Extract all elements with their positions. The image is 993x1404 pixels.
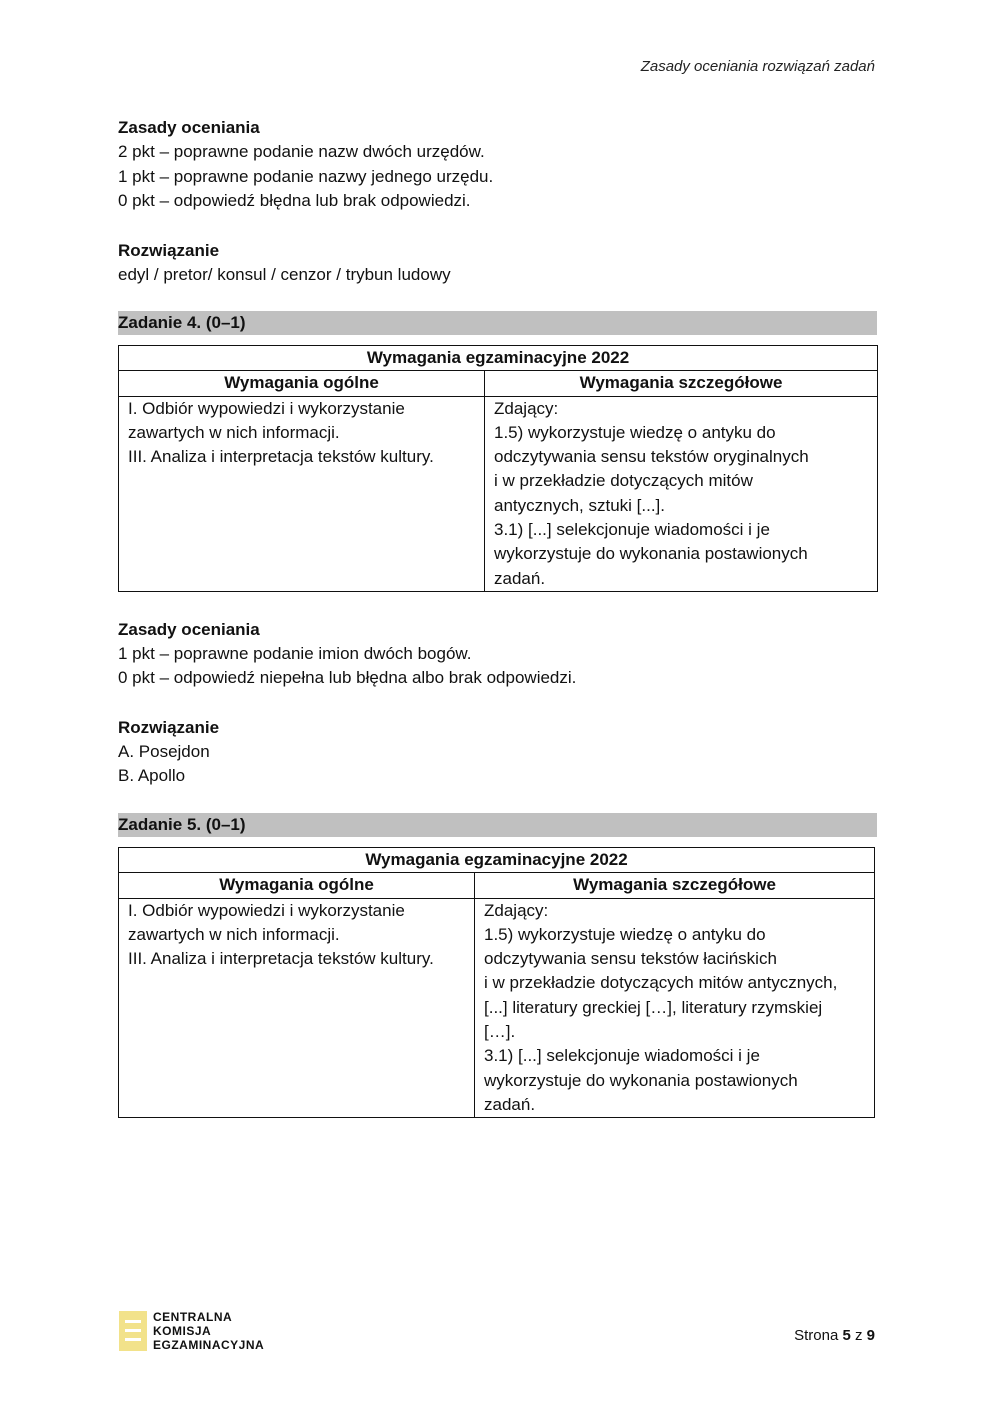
scoring-line: 2 pkt – poprawne podanie nazw dwóch urzędów. <box>118 142 485 161</box>
requirement-line: odczytywania sensu tekstów łacińskich <box>484 949 777 969</box>
section-title: Rozwiązanie <box>118 717 220 737</box>
table-title: Wymagania egzaminacyjne 2022 <box>119 847 875 872</box>
section-title: Rozwiązanie <box>118 240 220 260</box>
requirement-line: wykorzystuje do wykonania postawionych <box>494 544 808 564</box>
logo-line: EGZAMINACYJNA <box>153 1338 265 1352</box>
page-prefix: Strona <box>794 1327 839 1344</box>
page-number <box>794 1327 875 1344</box>
table-title: Wymagania egzaminacyjne 2022 <box>119 346 878 371</box>
requirement-line: 1.5) wykorzystuje wiedzę o antyku do <box>484 924 766 944</box>
col-header-detailed: Wymagania szczegółowe <box>475 873 875 898</box>
solution-line: A. Posejdon <box>118 741 210 761</box>
task-4-requirements-table <box>118 345 878 592</box>
general-requirements <box>119 396 485 591</box>
requirement-line: Zdający: <box>484 900 549 920</box>
solution-line: B. Apollo <box>118 766 186 786</box>
cke-logo-text <box>153 1310 264 1352</box>
solution-line: edyl / pretor/ konsul / cenzor / trybun ludowy <box>118 264 451 284</box>
requirement-line: antycznych, sztuki [...]. <box>494 495 666 515</box>
logo-line: KOMISJA <box>153 1324 212 1338</box>
task-4-header: Zadanie 4. (0–1) <box>118 311 877 335</box>
solution-section-top <box>118 238 878 288</box>
page-separator: z <box>854 1327 863 1344</box>
requirement-line: 3.1) [...] selekcjonuje wiadomości i je <box>494 520 770 540</box>
general-requirements <box>119 898 475 1118</box>
requirement-line: III. Analiza i interpretacja tekstów kultury. <box>128 949 434 969</box>
logo-line: CENTRALNA <box>153 1310 233 1324</box>
requirement-line: III. Analiza i interpretacja tekstów kultury. <box>128 447 434 467</box>
task-5-requirements-table <box>118 847 875 1118</box>
requirement-line: i w przekładzie dotyczących mitów antycznych, <box>484 973 838 993</box>
scoring-line: 0 pkt – odpowiedź błędna lub brak odpowiedzi. <box>118 191 471 210</box>
requirement-line: odczytywania sensu tekstów oryginalnych <box>494 447 809 467</box>
section-title: Zasady oceniania <box>118 619 260 639</box>
col-header-general: Wymagania ogólne <box>119 873 475 898</box>
cke-logo-icon <box>119 1311 147 1351</box>
requirement-line: zawartych w nich informacji. <box>128 924 340 944</box>
scoring-line: 1 pkt – poprawne podanie imion dwóch bogów. <box>118 643 472 663</box>
running-header: Zasady oceniania rozwiązań zadań <box>640 58 875 75</box>
cke-logo <box>119 1310 264 1352</box>
requirement-line: I. Odbiór wypowiedzi i wykorzystanie <box>128 398 405 418</box>
requirement-line: zadań. <box>494 568 546 588</box>
detailed-requirements <box>475 898 875 1118</box>
task-4-solution <box>118 715 878 789</box>
requirement-line: i w przekładzie dotyczących mitów <box>494 471 753 491</box>
requirement-line: zadań. <box>484 1094 536 1114</box>
requirement-line: zawartych w nich informacji. <box>128 422 340 442</box>
requirement-line: I. Odbiór wypowiedzi i wykorzystanie <box>128 900 405 920</box>
col-header-detailed: Wymagania szczegółowe <box>485 371 878 396</box>
requirement-line: 3.1) [...] selekcjonuje wiadomości i je <box>484 1046 760 1066</box>
scoring-line: 1 pkt – poprawne podanie nazwy jednego urzędu. <box>118 166 494 186</box>
col-header-general: Wymagania ogólne <box>119 371 485 396</box>
page-total: 9 <box>866 1327 875 1344</box>
task-5-header: Zadanie 5. (0–1) <box>118 813 877 837</box>
requirement-line: 1.5) wykorzystuje wiedzę o antyku do <box>494 422 776 442</box>
requirement-line: [...] literatury greckiej […], literatury rzymskiej <box>484 997 823 1017</box>
requirement-line: Zdający: <box>494 398 559 418</box>
section-title: Zasady oceniania <box>118 118 260 137</box>
requirement-line: […]. <box>484 1022 516 1042</box>
page-content <box>118 115 878 1143</box>
scoring-line: 0 pkt – odpowiedź niepełna lub błędna albo brak odpowiedzi. <box>118 668 577 688</box>
requirement-line: wykorzystuje do wykonania postawionych <box>484 1070 798 1090</box>
scoring-section-top <box>118 115 878 214</box>
page-current: 5 <box>842 1327 851 1344</box>
detailed-requirements <box>485 396 878 591</box>
task-4-scoring <box>118 617 878 691</box>
